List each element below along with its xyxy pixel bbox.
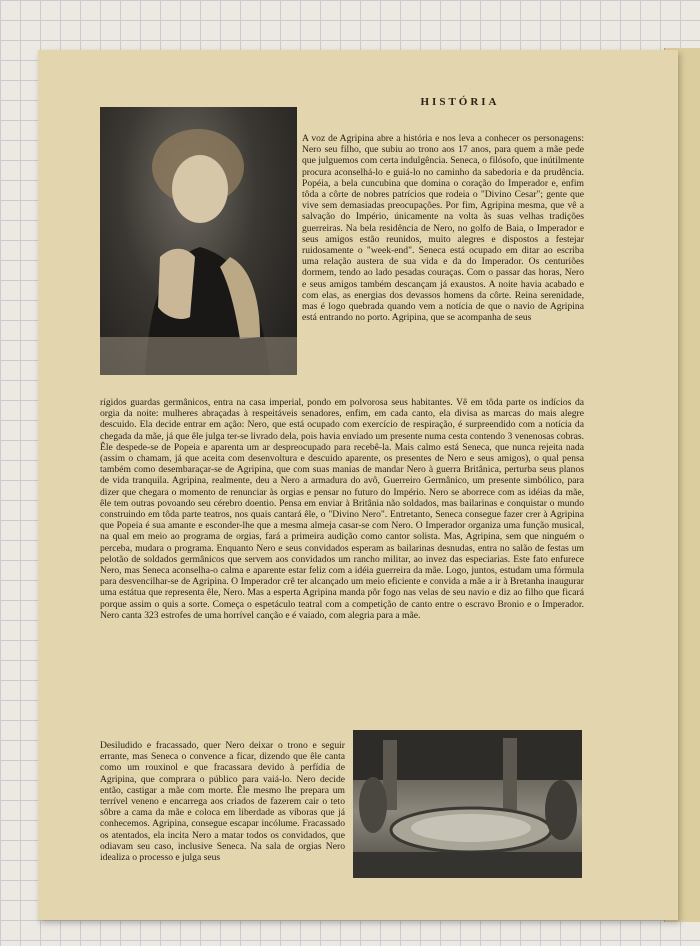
story-text-right-column: A voz de Agripina abre a história e nos leva a conhecer os personagens: Nero seu filho, que subiu ao trono aos 17 anos, para quem a mãe pede que julguemos com certa indulgência. Seneca, o filósofo, que inútilmente procura aconselhá-lo e guiá-lo no caminho da sabedoria e da prudência. Popéia, a bela cuncubina que domina o coração do Imperador e, enfim tôda a côrte de nobres patrícios que rodeia o "Divino Cesar"; gente que vive sem demasiadas preocupações. Por fim, Agripina mesma, que vê a salvação do Império, únicamente na volta às suas velhas tradições guerreiras. Na bela residência de Nero, no golfo de Baia, o Imperador e seus amigos estão reunidos, muito alegres e dispostos a festejar ruidosamente o "week-end". Seneca está ocupado em ditar ao escriba uma relação austera de sua vida e da do Imperador. Os centuriões dormem, tendo ao lado pesadas couraças. Com o passar das horas, Nero e seus amigos também descançam já exaustos. A noite havia acabado e com elas, as energias dos devassos homens da côrte. Reina serenidade, mas é logo quebrada quando vem a notícia de que o navio de Agripina está entrando no porto. Agripina, que se acompanha de seus bbox=[302, 133, 584, 324]
story-text-left-column: Desiludido e fracassado, quer Nero deixar o trono e seguir errante, mas Seneca o convence a ficar, dizendo que êle canta como um rouxinol e que fracassara devido à perfídia de Agripina, que comprara o público para vaiá-lo. Nero decide então, castigar a mãe com morte. Êle mesmo lhe prepara um terrível veneno e encarrega aos criados de fazerem cair o teto sôbre a cama da mãe e coloca em liberdade as víboras que já conhecemos. Agripina, consegue escapar incólume. Fracassado os atentados, ela incita Nero a matar todos os convidados, que odiavam seu caso, inclusive Seneca. Na sala de orgias Nero idealiza o processo e julga seus bbox=[100, 740, 345, 864]
page-heading: HISTÓRIA bbox=[420, 96, 500, 108]
banquet-illustration bbox=[353, 730, 582, 878]
banquet-photo bbox=[353, 730, 582, 878]
portrait-photo bbox=[100, 107, 297, 375]
story-text-full-width: rígidos guardas germânicos, entra na casa imperial, pondo em polvorosa seus habitantes. Vê em tôda parte os indícios da orgia da noite: mulheres abraçadas à respeitáveis senadores, enfim, em cada canto, ela divisa as marcas do mais alegre descuido. Ela decide entrar em ação: Nero, que está ocupado com exercício de respiração, é surpreendido com a notícia da chegada da mãe, já que êle julga ter-se livrado dela, pois havia enviado um presente numa cesta contendo 3 venenosas cobras. Êle despede-se de Popeia e aparenta um ar despreocupado para recebê-la. Mais calmo está Seneca, que nunca rejeita nada (assim o chamam, já que aceita com desenvoltura e descuido aparente, os presentes de Nero e seus amigos), o qual pensa também como desembaraçar-se de Agripina, que com suas manias de mandar Nero à guerra Britânica, perturba seus planos de vida tranquila. Agripina, realmente, deu a Nero a armadura do avô, Guerreiro Germânico, um presente simbólico, para dizer que chegara o momento de renunciar às orgias e pensar no futuro do Império. Nero se aborrece com as idéias da mãe, êle tem outras povoando seu cérebro doentio. Pensa em enviar à Britânia não soldados, mas bailarinas e conquistar o mundo construindo em tôda parte teatros, nos quais cantará êle, o "Divino Nero". Entretanto, Seneca consegue fazer crer à Agripina que Popeia é sua amante e esconder-lhe que a mesma almeja casar-se com Nero. O Imperador organiza uma função musical, na qual em meio ao programa de orgias, fará a primeira audição como cantor solista. Mas, Agripina, sem que ninguém o perceba, mudara o programa. Enquanto Nero e seus convidados esperam as bailarinas desnudas, entra no salão de festas um pelotão de soldados germânicos que servem aos convidados um rancho militar, ao invez das especiarias. Este fato enfurece Nero, mas Seneca aconselha-o calma e aparente estar feliz com a idéia guerreira da mãe. Logo, juntos, estudam uma fórmula para desvencilhar-se de Agripina. O Imperador crê ter alcançado um meio eficiente e convida a mãe a ir à Bretanha inaugurar uma estátua que representa êle, Nero. Mas a esperta Agripina manda pôr fogo nas velas de seu navio e diz ao filho que ficará porque assim o quis a sorte. Começa o espetáculo teatral com a competição de canto entre o escravo Bronio e o Imperador. Nero canta 323 estrofes de uma horrível canção e é vaiado, com alegria para a mãe. bbox=[100, 397, 584, 621]
portrait-illustration bbox=[100, 107, 297, 375]
